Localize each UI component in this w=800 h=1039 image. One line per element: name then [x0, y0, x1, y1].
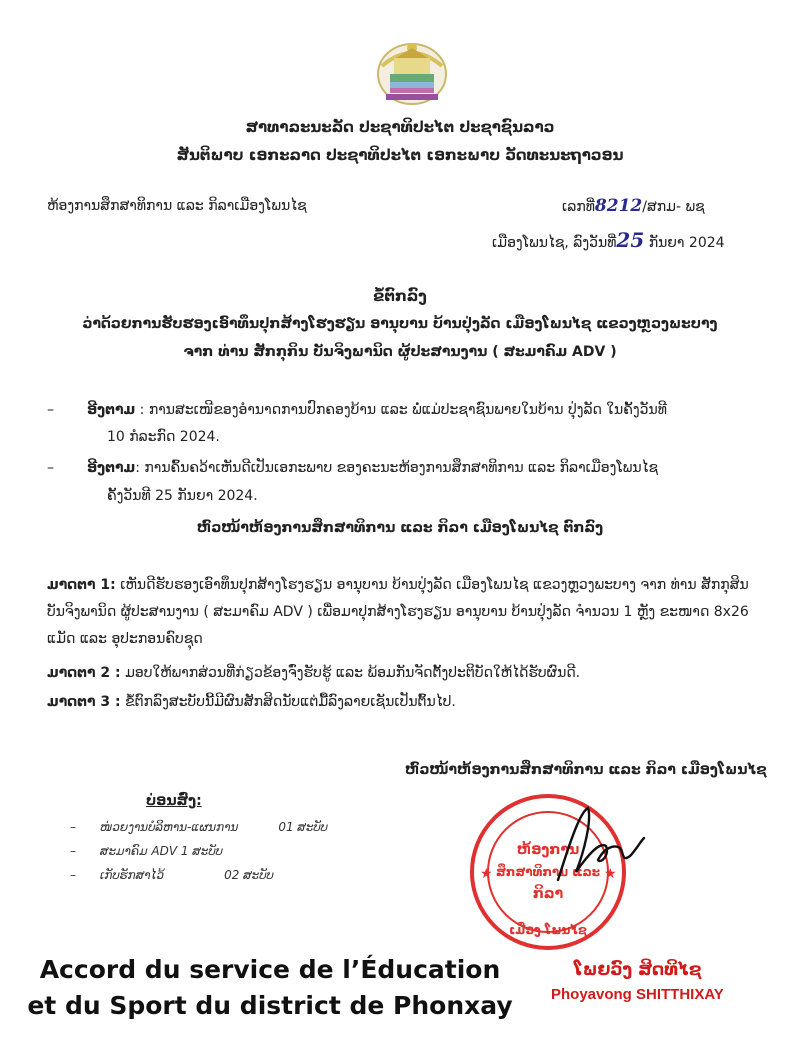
- stamp-text-middle: ສຶກສາທິການ ແລະ: [495, 865, 601, 879]
- article-1-line-2: ບັນຈິງພານິດ ຜູ້ປະສານງານ ( ສະມາຄົມ ADV ) ເພື່ອມາປຸກສ້າງໂຮງຮຽນ ອານຸບານ ບ້ານປຸ່ງລັດ ຈໍານວນ 1 ຫຼັງ ຂະໜາດ 8x26: [47, 604, 749, 620]
- subject-line-1: ວ່າດ້ວຍການຮັບຮອງເອົາທຶນປຸກສ້າງໂຮງຮຽນ ອານຸບານ ບ້ານປຸ່ງລັດ ເມືອງໂພນໄຊ ແຂວງຫຼວງພະບາງ: [82, 316, 718, 332]
- svg-text:★: ★: [480, 866, 493, 882]
- distribution-qty: 01 ສະບັບ: [278, 820, 328, 834]
- handwritten-signature: [540, 802, 650, 892]
- place-date-line: [492, 228, 725, 252]
- distribution-name: ເກັບຮັກສາໄວ້: [100, 868, 165, 882]
- article-3: [47, 690, 767, 715]
- signer-name-lao: ໂພຍວົງ ສິດທິໄຊ: [574, 960, 702, 980]
- caption-line-2: et du Sport du district de Phonxay: [27, 991, 513, 1020]
- distribution-heading: ບ່ອນສົ່ງ:: [146, 793, 202, 809]
- article-1-line-3: ແມັດ ແລະ ອຸປະກອນຄົບຊຸດ: [47, 631, 203, 647]
- reference-text: : ການສະເໜີຂອງອໍານາດການປົກຄອງບ້ານ ແລະ ພໍ່ແມ່ປະຊາຊົນພາຍໃນບ້ານ ປຸ່ງລັດ ໃນຄັ້ງວັນທີ: [135, 402, 667, 418]
- ref-number: 8212: [594, 196, 643, 216]
- article-label: ມາດຕາ 2 :: [47, 665, 121, 681]
- reference-item: – ອີງຕາມ: ການຄົ້ນຄວ້າເຫັນດີເປັນເອກະພາບ ຂອງຄະນະຫ້ອງການສຶກສາທິການ ແລະ ກິລາເມືອງໂພນໄຊ: [47, 460, 659, 476]
- lao-national-emblem-icon: [372, 36, 452, 108]
- article-1: [47, 573, 767, 598]
- distribution-item: – ສະມາຄົມ ADV 1 ສະບັບ: [70, 844, 223, 858]
- date-month-year: ກັນຍາ 2024: [648, 235, 725, 251]
- signatory-title: ຫົວໜ້າຫ້ອງການສຶກສາທິການ ແລະ ກິລາ ເມືອງໂພນໄຊ: [405, 762, 767, 778]
- caption-line-1: Accord du service de l’Éducation: [39, 955, 501, 984]
- reference-text-continued: ຄັ້ງວັນທີ 25 ກັນຍາ 2024.: [107, 488, 258, 504]
- stamp-text-lower: ກິລາ: [532, 886, 564, 902]
- issuing-office: ຫ້ອງການສຶກສາທິການ ແລະ ກິລາເມືອງໂພນໄຊ: [47, 198, 307, 214]
- caption: [10, 952, 530, 1024]
- article-2: [47, 661, 767, 686]
- stamp-text-upper: ຫ້ອງການ: [516, 842, 580, 858]
- stamp-text-bottom: ເມືອງ ໂພນໄຊ: [509, 923, 587, 937]
- subject-line-2: ຈາກ ທ່ານ ສັກກຸກິນ ບັນຈິງພານິດ ຜູ້ປະສານງານ ( ສະມາຄົມ ADV ): [183, 344, 617, 360]
- motto-line: ສັນຕິພາບ ເອກະລາດ ປະຊາທິປະໄຕ ເອກະພາບ ວັດທະນະຖາວອນ: [176, 146, 624, 164]
- reference-text: : ການຄົ້ນຄວ້າເຫັນດີເປັນເອກະພາບ ຂອງຄະນະຫ້ອງການສຶກສາທິການ ແລະ ກິລາເມືອງໂພນໄຊ: [135, 460, 659, 476]
- country-line: ສາທາລະນະລັດ ປະຊາທິປະໄຕ ປະຊາຊົນລາວ: [245, 118, 555, 136]
- distribution-item: – ໜ່ວຍງານບໍລິຫານ-ແຜນການ 01 ສະບັບ: [70, 820, 328, 834]
- decision-heading: ຫົວໜ້າຫ້ອງການສຶກສາທິການ ແລະ ກິລາ ເມືອງໂພນໄຊ ຕົກລົງ: [196, 520, 604, 536]
- distribution-name: ໜ່ວຍງານບໍລິຫານ-ແຜນການ: [100, 820, 239, 834]
- signer-name-latin: Phoyavong SHITTHIXAY: [551, 986, 724, 1003]
- ref-prefix: ເລກທີ່: [562, 199, 595, 215]
- reference-label: ອີງຕາມ: [87, 460, 136, 476]
- distribution-qty: 02 ສະບັບ: [224, 868, 274, 882]
- place-date-prefix: ເມືອງໂພນໄຊ, ລົງວັນທີ່: [492, 235, 617, 251]
- article-label: ມາດຕາ 1:: [47, 577, 116, 593]
- distribution-name: ສະມາຄົມ ADV 1 ສະບັບ: [100, 844, 223, 858]
- article-text: ຂໍ້ຕົກລົງສະບັບນີ້ມີຜົນສັກສິດນັບແຕ່ມື້ລົງລາຍເຊັນເປັນຕົ້ນໄປ.: [120, 694, 456, 710]
- reference-number-line: [562, 196, 705, 216]
- distribution-item: – ເກັບຮັກສາໄວ້ 02 ສະບັບ: [70, 868, 274, 882]
- ref-suffix: /ສກມ- ພຊ: [642, 199, 705, 215]
- date-day: 25: [616, 228, 645, 252]
- reference-text-continued: 10 ກໍລະກົດ 2024.: [107, 429, 220, 445]
- reference-item: – ອີງຕາມ : ການສະເໜີຂອງອໍານາດການປົກຄອງບ້ານ ແລະ ພໍ່ແມ່ປະຊາຊົນພາຍໃນບ້ານ ປຸ່ງລັດ ໃນຄັ້ງວັນທີ: [47, 402, 667, 418]
- article-text: ມອບໃຫ້ພາກສ່ວນທີ່ກ່ຽວຂ້ອງຈົ່ງຮັບຮູ້ ແລະ ພ້ອມກັນຈັດຕັ້ງປະຕິບັດໃຫ້ໄດ້ຮັບຜົນດີ.: [120, 665, 581, 681]
- article-label: ມາດຕາ 3 :: [47, 694, 121, 710]
- reference-label: ອີງຕາມ: [87, 402, 136, 418]
- article-text: ເຫັນດີຮັບຮອງເອົາທຶນປຸກສ້າງໂຮງຮຽນ ອານຸບານ ບ້ານປຸ່ງລັດ ເມືອງໂພນໄຊ ແຂວງຫຼວງພະບາງ ຈາກ ທ່ານ ສັກກຸສິນ: [115, 577, 749, 593]
- document-heading: ຂໍ້ຕົກລົງ: [373, 287, 427, 305]
- svg-text:★: ★: [604, 866, 617, 882]
